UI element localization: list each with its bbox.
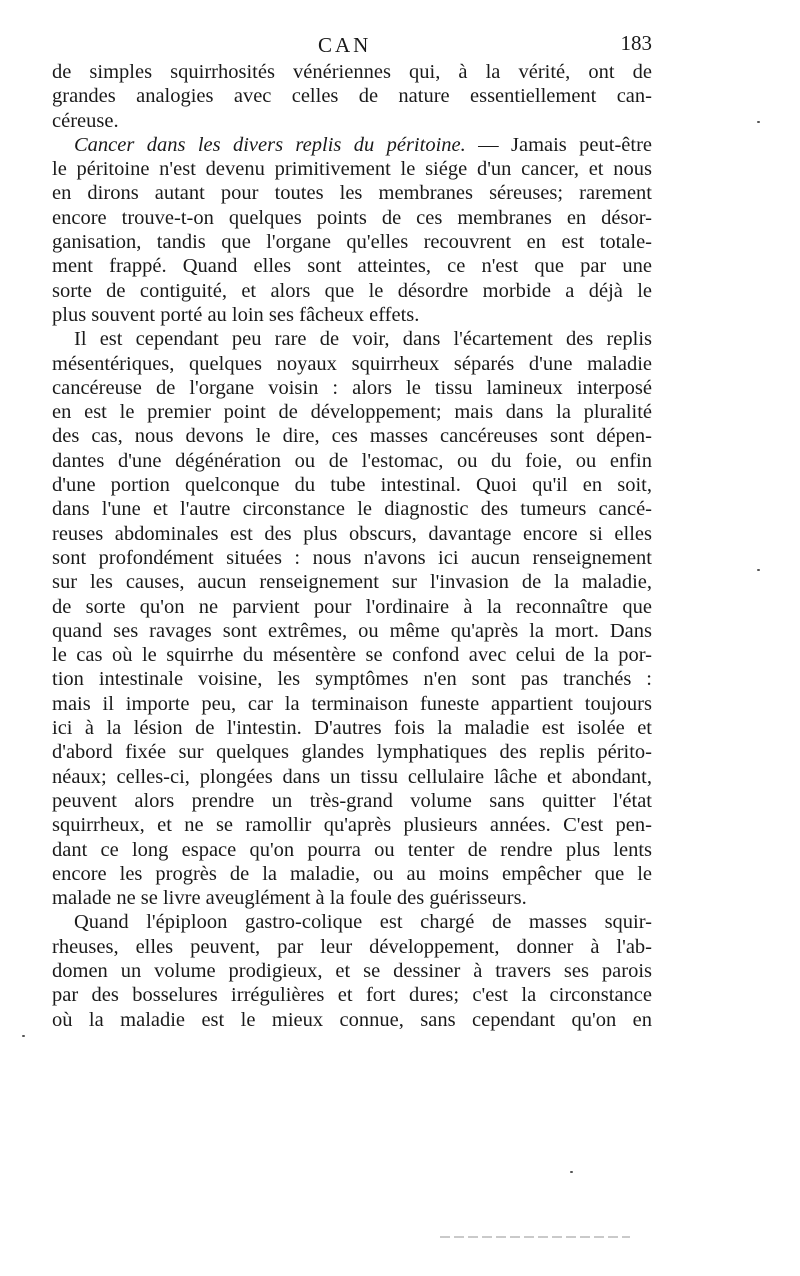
text-line: de simples squirrhosités vénériennes qui, à la vérité, ont de: [52, 61, 652, 83]
text-line: dant ce long espace qu'on pourra ou tenter de rendre plus lents: [52, 838, 652, 861]
text-line: plus souvent porté au loin ses fâcheux effets.: [52, 303, 420, 326]
bleed-through-mark: [440, 1236, 630, 1238]
text-line: dantes d'une dégénération ou de l'estomac, ou du foie, ou enfin: [52, 449, 652, 472]
text-line: Quand l'épiploon gastro-colique est chargé de masses squir-: [74, 911, 652, 934]
paragraph: [52, 133, 652, 327]
paragraph: [52, 910, 652, 1031]
scan-speck: [757, 121, 760, 123]
text-line: ici à la lésion de l'intestin. D'autres fois la maladie est isolée et: [52, 717, 652, 740]
text-line: peuvent alors prendre un très-grand volume sans quitter l'état: [52, 789, 652, 812]
text-line: néaux; celles-ci, plongées dans un tissu cellulaire lâche et abondant,: [52, 765, 652, 788]
scan-speck: [757, 569, 760, 571]
text-line: ganisation, tandis que l'organe qu'elles recouvrent en est totale-: [52, 231, 652, 254]
section-heading: Cancer dans les divers replis du péritoine.: [74, 133, 466, 156]
text-line: d'une portion quelconque du tube intestinal. Quoi qu'il en soit,: [52, 474, 652, 497]
text-line: domen un volume prodigieux, et se dessiner à travers ses parois: [52, 959, 652, 982]
text-line: Il est cependant peu rare de voir, dans l'écartement des replis: [74, 328, 652, 351]
text-line: d'abord fixée sur quelques glandes lymphatiques des replis périto-: [52, 741, 652, 764]
text-line: cancéreuse de l'organe voisin : alors le tissu lamineux interposé: [52, 376, 652, 399]
text-line: quand ses ravages sont extrêmes, ou même qu'après la mort. Dans: [52, 619, 652, 642]
text-line: malade ne se livre aveuglément à la foule des guérisseurs.: [52, 887, 527, 910]
text-run: — Jamais peut-être: [465, 133, 652, 156]
text-line: des cas, nous devons le dire, ces masses cancéreuses sont dépen-: [52, 425, 652, 448]
text-line: sont profondément situées : nous n'avons ici aucun renseignement: [52, 546, 652, 569]
running-head: CAN: [318, 33, 372, 57]
paragraph: [52, 327, 652, 910]
text-line: ment frappé. Quand elles sont atteintes, ce n'est que par une: [52, 255, 652, 278]
paragraph: [52, 60, 652, 133]
text-line: par des bosselures irrégulières et fort dures; c'est la circonstance: [52, 984, 652, 1007]
text-line: sorte de contiguité, et alors que le désordre morbide a déjà le: [52, 279, 652, 302]
text-line: squirrheux, et ne se ramollir qu'après plusieurs années. C'est pen-: [52, 814, 652, 837]
text-line: tion intestinale voisine, les symptômes n'en sont pas tranchés :: [52, 668, 652, 691]
text-line: grandes analogies avec celles de nature essentiellement can-: [52, 85, 652, 108]
text-line: mais il importe peu, car la terminaison funeste appartient toujours: [52, 692, 652, 715]
text-line: le cas où le squirrhe du mésentère se confond avec celui de la por-: [52, 644, 652, 667]
page-number: 183: [620, 31, 652, 55]
text-line: en est le premier point de développement; mais dans la pluralité: [52, 401, 652, 424]
text-line: encore les progrès de la maladie, ou au moins empêcher que le: [52, 862, 652, 885]
text-line: rheuses, elles peuvent, par leur développement, donner à l'ab-: [52, 935, 652, 958]
text-line: mésentériques, quelques noyaux squirrheux séparés d'une maladie: [52, 352, 652, 375]
text-line: [52, 133, 652, 157]
text-line: dans l'une et l'autre circonstance le diagnostic des tumeurs cancé-: [52, 498, 652, 521]
scan-speck: [22, 1035, 25, 1037]
text-line: céreuse.: [52, 109, 119, 132]
scan-speck: [570, 1171, 573, 1173]
text-line: reuses abdominales est des plus obscurs, davantage encore si elles: [52, 522, 652, 545]
body-text: [52, 60, 652, 1032]
text-line: en dirons autant pour toutes les membranes séreuses; rarement: [52, 182, 652, 205]
text-line: sur les causes, aucun renseignement sur l'invasion de la maladie,: [52, 571, 652, 594]
text-line: de sorte qu'on ne parvient pour l'ordinaire à la reconnaître que: [52, 595, 652, 618]
text-line: encore trouve-t-on quelques points de ces membranes en désor-: [52, 206, 652, 229]
text-line: où la maladie est le mieux connue, sans cependant qu'on en: [52, 1008, 652, 1031]
text-line: le péritoine n'est devenu primitivement le siége d'un cancer, et nous: [52, 158, 652, 181]
